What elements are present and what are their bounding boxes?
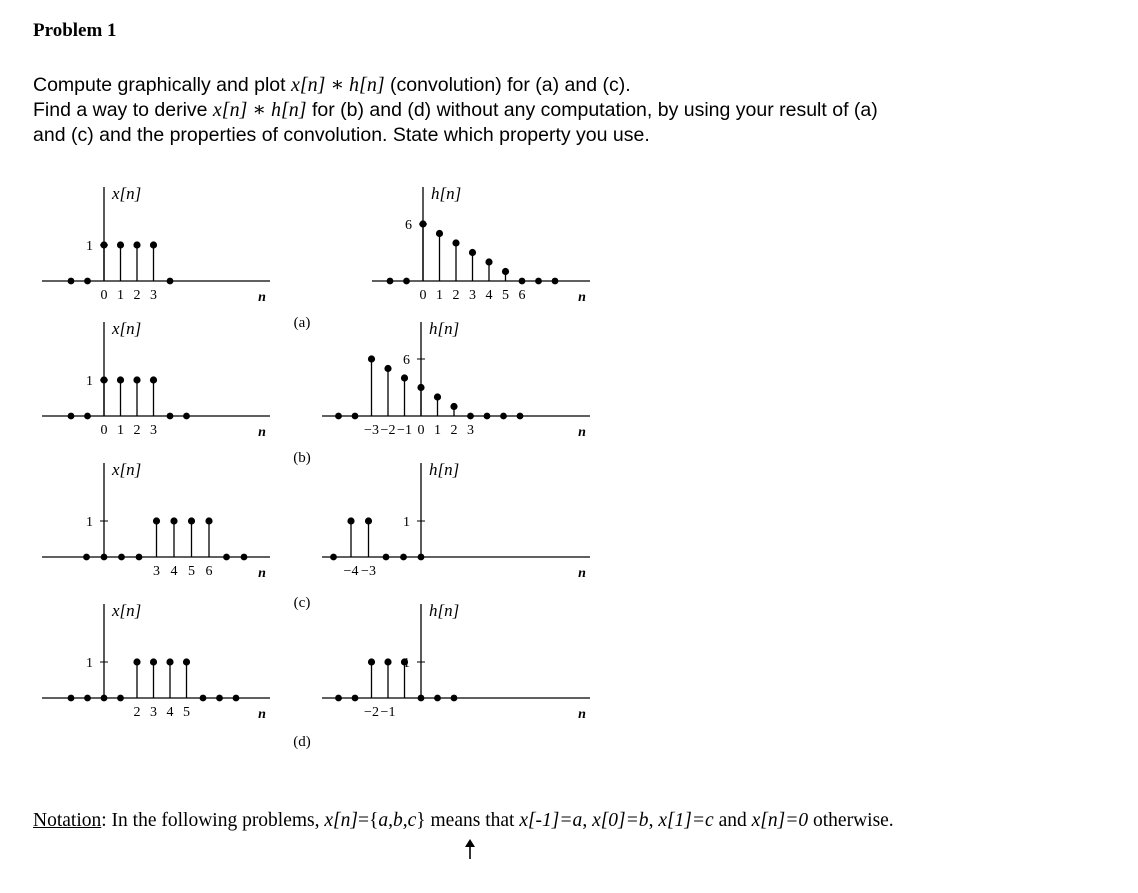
zero-sample-dot [383,554,390,561]
amplitude-label: 1 [403,656,410,671]
amplitude-label: 1 [403,515,410,530]
n-tick-label: 1 [117,423,124,438]
n-tick-label: −1 [397,423,412,438]
stem-dot [183,658,190,665]
zero-sample-dot [434,695,441,702]
zero-sample-dot [451,695,458,702]
n-tick-label: 3 [153,564,160,579]
n-tick-label: −2 [364,705,379,720]
zero-sample-dot [418,554,425,561]
n-tick-label: 4 [485,288,493,303]
zero-sample-dot [118,554,125,561]
zero-sample-dot [387,278,394,285]
amplitude-label: 1 [86,515,93,530]
zero-sample-dot [117,695,124,702]
n-tick-label: −1 [380,705,396,720]
zero-sample-dot [167,278,174,285]
n-tick-label: 6 [518,288,526,303]
n-tick-label: 4 [166,705,174,720]
zero-sample-dot [68,413,75,420]
n-axis-label: n [258,707,266,722]
n-tick-label: 2 [133,705,141,720]
n-tick-label: 0 [419,288,427,303]
zero-sample-dot [467,413,474,420]
zero-sample-dot [101,695,108,702]
zero-sample-dot [183,413,190,420]
stem-dot [450,403,457,410]
notation-text: , [648,810,659,831]
n-tick-label: 4 [170,564,178,579]
instruction-text: (convolution) for (a) and (c). [384,74,631,96]
zero-sample-dot [167,413,174,420]
zero-sample-dot [233,695,240,702]
n-tick-label: −4 [343,564,359,579]
n-axis-label: n [258,425,266,440]
n-tick-label: 3 [150,705,157,720]
stem-dot [117,376,124,383]
x-stem-plot [42,187,270,284]
amplitude-label: 6 [405,218,412,233]
zero-sample-dot [223,554,230,561]
math-h: h[n] [270,99,307,121]
stem-dot [401,374,408,381]
math-h: h[n] [349,74,385,96]
origin-arrow-icon [463,838,477,860]
zero-sample-dot [84,695,91,702]
n-tick-label: 5 [188,564,195,579]
stem-dot [417,384,424,391]
notation-text: means that [425,810,520,831]
n-tick-label: 0 [100,288,108,303]
n-tick-label: 1 [436,288,443,303]
notation-text: , [582,810,593,831]
math-x: x[n] [212,99,248,121]
notation-math: ={ [357,810,379,831]
instruction-text: Find a way to derive [33,99,213,121]
instruction-text: for (b) and (d) without any computation, by using your result of (a) [306,99,878,121]
stem-dot [485,258,492,265]
x-stem-plot [42,322,270,419]
plot-title: x[n] [112,319,142,338]
plot-title: h[n] [429,601,460,620]
zero-sample-dot [84,278,91,285]
n-tick-label: 3 [469,288,476,303]
zero-sample-dot [330,554,337,561]
zero-sample-dot [68,278,75,285]
plot-title: h[n] [431,184,462,203]
problem-title: Problem 1 [33,20,117,41]
stem-dot [150,241,157,248]
zero-sample-dot [403,278,410,285]
n-tick-label: 0 [100,423,108,438]
math-convolution-operator: ∗ [325,74,350,96]
instruction-text: Compute graphically and plot [33,74,291,96]
stem-dot [166,658,173,665]
amplitude-label: 6 [403,353,410,368]
stem-dot [502,268,509,275]
part-label: (a) [293,315,311,331]
stem-dot [436,230,443,237]
n-tick-label: 6 [205,564,213,579]
n-axis-label: n [258,566,266,581]
stem-dot [384,658,391,665]
n-tick-label: 1 [117,288,124,303]
zero-sample-dot [500,413,507,420]
plot-title: h[n] [429,460,460,479]
plot-title: x[n] [112,184,142,203]
zero-sample-dot [101,554,108,561]
stem-dot [434,393,441,400]
zero-sample-dot [352,695,359,702]
zero-sample-dot [335,695,342,702]
notation-text: : In the following problems, [101,810,325,831]
zero-sample-dot [241,554,248,561]
stem-dot [133,658,140,665]
stem-dot [365,517,372,524]
stem-dot [170,517,177,524]
stem-dot [368,355,375,362]
notation-definition [33,810,894,832]
notation-math: x[0]=b [592,810,649,831]
zero-sample-dot [200,695,207,702]
notation-math: x[n]=0 [751,810,809,831]
stem-dot [133,241,140,248]
notation-math: x[n] [324,810,358,831]
part-label: (d) [293,734,311,750]
n-tick-label: −2 [380,423,396,438]
zero-sample-dot [418,695,425,702]
zero-sample-dot [352,413,359,420]
notation-math: a,b,c [378,810,417,831]
zero-sample-dot [216,695,223,702]
n-axis-label: n [578,425,586,440]
stem-dot [368,658,375,665]
stem-dot [153,517,160,524]
plot-title: h[n] [429,319,460,338]
n-tick-label: 2 [450,423,458,438]
n-tick-label: 5 [183,705,190,720]
stem-dot [150,376,157,383]
amplitude-label: 1 [86,374,93,389]
n-axis-label: n [578,707,586,722]
zero-sample-dot [136,554,143,561]
notation-label: Notation [33,810,102,831]
n-axis-label: n [578,566,586,581]
x-stem-plot [42,463,270,560]
n-tick-label: 2 [452,288,460,303]
zero-sample-dot [484,413,491,420]
amplitude-label: 1 [86,656,93,671]
n-tick-label: 3 [150,288,157,303]
n-tick-label: 3 [150,423,157,438]
zero-sample-dot [83,554,90,561]
part-label: (b) [293,450,311,466]
zero-sample-dot [535,278,542,285]
notation-text: and [713,810,752,831]
n-axis-label: n [578,290,586,305]
n-tick-label: 2 [133,288,141,303]
zero-sample-dot [68,695,75,702]
amplitude-label: 1 [86,239,93,254]
stem-dot [117,241,124,248]
plot-title: x[n] [112,601,142,620]
n-tick-label: −3 [364,423,379,438]
stem-dot [469,249,476,256]
notation-math: x[1]=c [658,810,714,831]
zero-sample-dot [84,413,91,420]
n-tick-label: 3 [467,423,474,438]
stem-dot [384,365,391,372]
n-tick-label: −3 [361,564,376,579]
zero-sample-dot [517,413,524,420]
math-x: x[n] [291,74,326,96]
x-stem-plot [42,604,270,701]
h-stem-plot [372,187,590,284]
stem-dot [133,376,140,383]
n-tick-label: 1 [434,423,441,438]
math-convolution-operator: ∗ [247,99,271,121]
part-label: (c) [293,595,311,611]
plot-title: x[n] [112,460,142,479]
zero-sample-dot [335,413,342,420]
zero-sample-dot [552,278,559,285]
stem-dot [205,517,212,524]
stem-dot [188,517,195,524]
notation-math: } [416,810,426,831]
zero-sample-dot [519,278,526,285]
instruction-line-3: and (c) and the properties of convolution. State which property you use. [33,124,650,146]
n-axis-label: n [258,290,266,305]
stem-dot [347,517,354,524]
stem-dot [452,239,459,246]
notation-math: x[-1]=a [519,810,583,831]
n-tick-label: 5 [502,288,509,303]
n-tick-label: 0 [417,423,425,438]
n-tick-label: 2 [133,423,141,438]
zero-sample-dot [400,554,407,561]
notation-text: otherwise. [808,810,894,831]
stem-dot [150,658,157,665]
